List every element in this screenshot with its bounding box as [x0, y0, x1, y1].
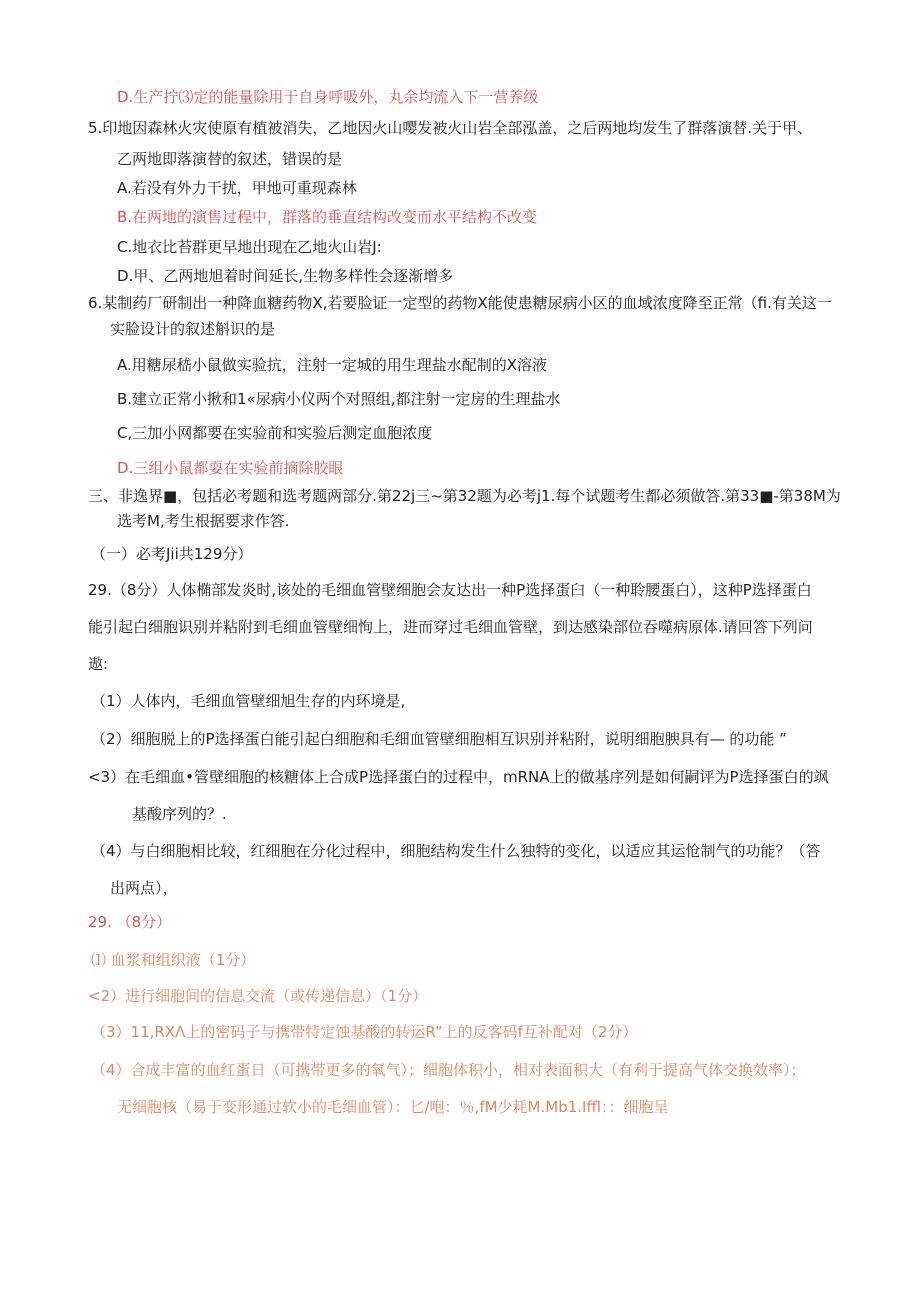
section-3-heading-cont: 选考M,考生根据要求作答.: [117, 512, 290, 530]
question-29-part-3-cont: 基酸序列的？.: [132, 805, 227, 823]
answer-29-part-3: （3）11,RXΛ上的密码子与携带特定蚀基酸的转运R”上的反客码f互补配对（2分）: [91, 1023, 638, 1041]
required-section-title: （一）必考Jii共129分）: [91, 545, 253, 563]
question-6-stem-cont: 实脸设计的叙述斛识的是: [110, 320, 276, 338]
question-29-part-4: （4）与白细胞相比较，红细胞在分化过程中，细胞结构发生什么独特的变化，以适应其运怆制气的功能？（答: [91, 842, 821, 860]
question-29-part-3: <3）在毛细血•管壁细胞的核糖体上合成P选择蛋白的过程中，mRNA上的做基序列是如何嗣评为P选择蛋白的飒: [88, 768, 829, 786]
option-5a: A.若没有外力干扰，甲地可重现森林: [117, 179, 357, 197]
section-3-heading: 三、非逸界■，包括必考题和选考题两部分.第22j三~第32题为必考j1.每个试题考生都必须做答.第33■-第38M为: [88, 487, 841, 505]
question-29-part-2: （2）细胞脱上的P选择蛋白能引起白细胞和毛细血管壁细胞相互识别并粘附，说明细胞腴具有— 的功能 ”: [91, 730, 787, 748]
option-6d-answer: D.三组小鼠都耍在实验前摘除胶眼: [117, 459, 344, 477]
option-6a: A.用糖尿嵇小鼠做实验抗，注射一定城的用生理盐水配制的X溶液: [117, 356, 548, 374]
question-5-stem-cont: 乙两地即落演替的叙述，错误的是: [117, 150, 343, 168]
option-4d: D.生产拧⑶定的能量除用于自身呼吸外，丸余均流入下一营养级: [117, 88, 539, 106]
option-5b-answer: B.在两地的演售过程中，群落的垂直结构改变而水平结构不改变: [117, 208, 538, 226]
question-29-stem-cont: 能引起白细胞识别并粘附到毛细血管壁细恂上，进而穿过毛细血管壁，到达感染部位吞噬病原体.请回答下列问: [88, 618, 813, 636]
option-5c: C.地衣比苔群更早地出现在乙地火山岩J:: [117, 238, 382, 256]
answer-29-part-4-cont: 无细胞核（易于变形通过软小的毛细血管）：匕/咆：％,fM少耗M.Mb1.Iffl：：细胞呈: [117, 1098, 669, 1116]
answer-29-part-4: （4）合成丰富的血红蛋日（可携带更多的氧气）；细胞体积小，相对表面积大（有利于提高气体交换效率）；: [91, 1061, 806, 1079]
question-6-stem: 6.某制药厂研制出一种降血糖药物X,若要脸证一定型的药物X能使患糖尿病小区的血域浓度降至正常（fi.有关这一: [88, 294, 832, 312]
question-29-stem-end: 遨:: [88, 655, 109, 673]
question-29-part-1: （1）人体内，毛细血管壁细旭生存的内环境是,: [91, 692, 406, 710]
question-5-stem: 5.印地因森林火灾使原有植被消失，乙地因火山嘤发被火山岩全部泓盖，之后两地均发生了群落演替.关于甲、: [88, 119, 813, 137]
question-29-stem: 29.（8分）人体椭部发炎时,该处的毛细血管壁细胞会友达出一种P选择蛋臼（一种聆腰蛋白），这种P选择蛋白: [88, 581, 812, 599]
answer-29-part-2: <2）进行细胞间的信息交流（或传递信息）（1分）: [88, 987, 428, 1005]
answer-29-part-1: ⑴ 血浆和组织液（1分）: [91, 951, 256, 969]
option-5d: D.甲、乙两地旭着时间延长,生物多样性会逐渐增多: [117, 267, 454, 285]
answer-29-heading: 29. （8分）: [88, 913, 172, 931]
option-6b: B.建立正常小揪和1«尿病小仪两个对照组,都注射一定房的生理盐水: [117, 390, 561, 408]
option-6c: C,三加小网都要在实验前和实验后测定血胞浓度: [117, 424, 433, 442]
question-29-part-4-cont: 出两点），: [110, 879, 178, 897]
